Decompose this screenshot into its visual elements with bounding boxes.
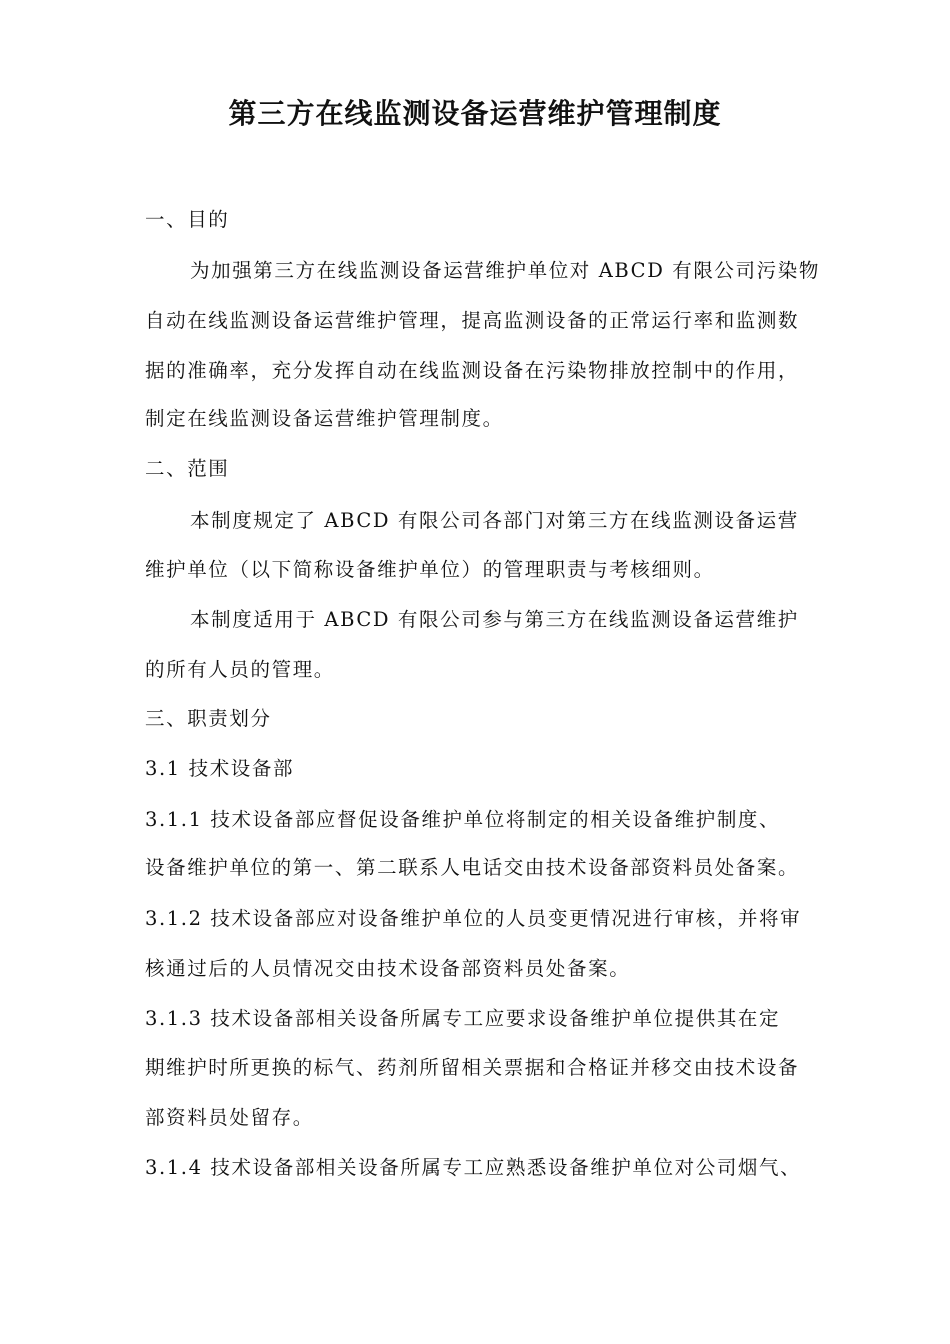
paragraph-line: 本制度适用于 ABCD 有限公司参与第三方在线监测设备运营维护 <box>190 608 799 631</box>
section-heading-purpose: 一、目的 <box>145 208 230 231</box>
paragraph-line: 维护单位（以下简称设备维护单位）的管理职责与考核细则。 <box>145 558 715 581</box>
paragraph-line: 的所有人员的管理。 <box>145 658 335 681</box>
document-title: 第三方在线监测设备运营维护管理制度 <box>228 97 722 130</box>
clause-line: 部资料员处留存。 <box>145 1106 314 1129</box>
clause-line: 设备维护单位的第一、第二联系人电话交由技术设备部资料员处备案。 <box>145 856 800 879</box>
subsection-heading: 3.1 技术设备部 <box>145 757 295 780</box>
clause-line: 期维护时所更换的标气、药剂所留相关票据和合格证并移交由技术设备 <box>145 1056 800 1079</box>
clause-line: 3.1.3 技术设备部相关设备所属专工应要求设备维护单位提供其在定 <box>145 1007 781 1030</box>
clause-line: 核通过后的人员情况交由技术设备部资料员处备案。 <box>145 957 631 980</box>
section-heading-duties: 三、职责划分 <box>145 707 272 730</box>
paragraph-line: 本制度规定了 ABCD 有限公司各部门对第三方在线监测设备运营 <box>190 509 799 532</box>
paragraph-line: 为加强第三方在线监测设备运营维护单位对 ABCD 有限公司污染物 <box>190 259 820 282</box>
section-heading-scope: 二、范围 <box>145 457 230 480</box>
clause-line: 3.1.4 技术设备部相关设备所属专工应熟悉设备维护单位对公司烟气、 <box>145 1156 802 1179</box>
paragraph-line: 据的准确率，充分发挥自动在线监测设备在污染物排放控制中的作用， <box>145 359 800 382</box>
paragraph-line: 制定在线监测设备运营维护管理制度。 <box>145 407 504 430</box>
clause-line: 3.1.2 技术设备部应对设备维护单位的人员变更情况进行审核，并将审 <box>145 907 802 930</box>
paragraph-line: 自动在线监测设备运营维护管理，提高监测设备的正常运行率和监测数 <box>145 309 800 332</box>
clause-line: 3.1.1 技术设备部应督促设备维护单位将制定的相关设备维护制度、 <box>145 808 781 831</box>
